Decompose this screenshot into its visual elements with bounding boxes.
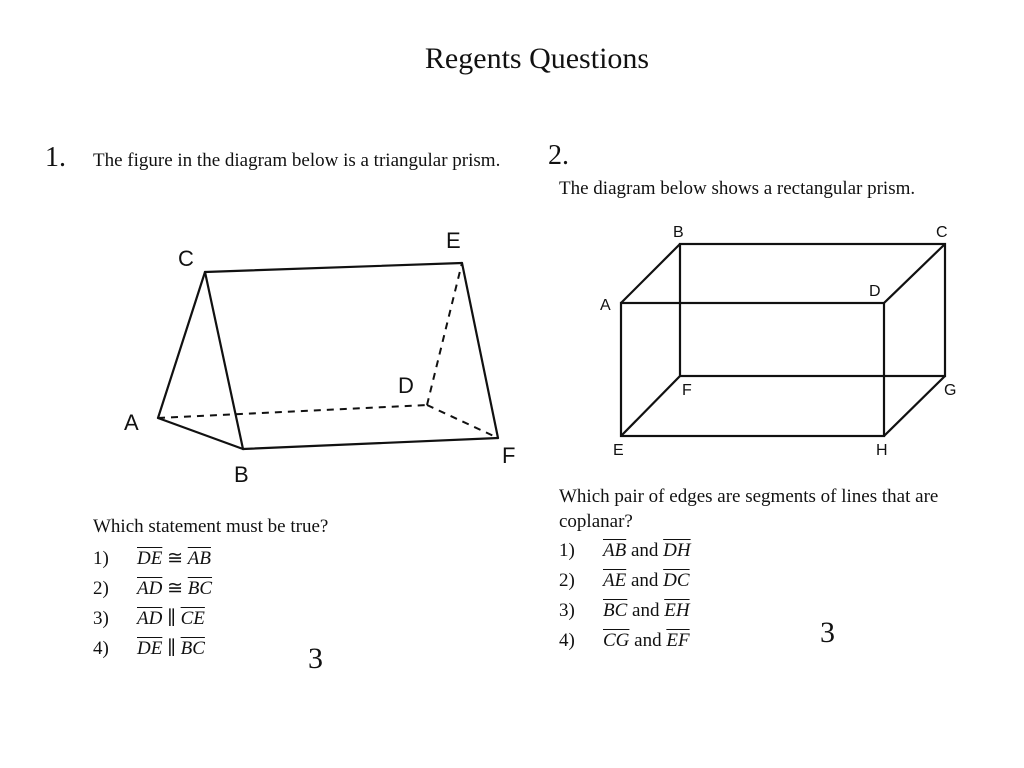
question-2-prompt: The diagram below shows a rectangular prism. (559, 178, 916, 199)
edge-CE (205, 263, 462, 272)
back-face-BCGF (680, 244, 945, 376)
edge-AB (621, 244, 680, 303)
vertex-label-F: F (682, 382, 692, 399)
question-1-number: 1. (45, 142, 66, 173)
vertex-label-G: G (944, 382, 957, 399)
vertex-label-A: A (124, 410, 139, 435)
vertex-label-C: C (178, 246, 194, 271)
vertex-label-D: D (869, 283, 881, 300)
question-2-number: 2. (548, 140, 569, 171)
vertex-label-D: D (398, 373, 414, 398)
vertex-label-H: H (876, 442, 888, 459)
edge-AB (158, 418, 243, 449)
vertex-label-E: E (446, 228, 461, 253)
question-1-answer: 3 (308, 642, 323, 675)
vertex-label-E: E (613, 442, 624, 459)
vertex-label-B: B (673, 224, 684, 241)
edge-AC (158, 272, 205, 418)
vertex-label-C: C (936, 224, 948, 241)
hidden-edge-DF (427, 405, 498, 438)
vertex-label-A: A (600, 297, 611, 314)
hidden-edge-AD (158, 405, 427, 418)
answer-choice-4: 4) $\overline{DE}$ ∥ $\overline{BC}$ (93, 638, 205, 659)
vertex-label-F: F (502, 443, 516, 468)
page-title: Regents Questions (424, 42, 650, 75)
vertex-label-B: B (234, 462, 249, 487)
edge-HG (884, 376, 945, 436)
answer-choice-1: 1) $\overline{DE}$ ≅ $\overline{AB}$ (93, 548, 211, 569)
question-1-question: Which statement must be true? (93, 516, 329, 537)
question-1-choices (93, 544, 212, 664)
edge-EF (462, 263, 498, 438)
answer-choice-4: 4) $\overline{CG}$ and $\overline{EF}$ (559, 630, 690, 651)
question-2-question: Which pair of edges are segments of lines that are coplanar? (559, 486, 939, 532)
question-1-prompt: The figure in the diagram below is a triangular prism. (93, 150, 501, 171)
front-face-ADHE (621, 303, 884, 436)
edge-BF (243, 438, 498, 449)
answer-choice-3: 3) $\overline{BC}$ and $\overline{EH}$ (559, 600, 690, 621)
question-2-choices (559, 536, 691, 656)
edge-EF (621, 376, 680, 436)
answer-choice-1: 1) $\overline{AB}$ and $\overline{DH}$ (559, 540, 691, 561)
edge-DC (884, 244, 945, 303)
hidden-edge-DE (427, 263, 462, 405)
answer-choice-2: 2) $\overline{AE}$ and $\overline{DC}$ (559, 570, 690, 591)
answer-choice-3: 3) $\overline{AD}$ ∥ $\overline{CE}$ (93, 608, 205, 629)
question-2-answer: 3 (820, 616, 835, 649)
answer-choice-2: 2) $\overline{AD}$ ≅ $\overline{BC}$ (93, 578, 213, 599)
edge-CB (205, 272, 243, 449)
